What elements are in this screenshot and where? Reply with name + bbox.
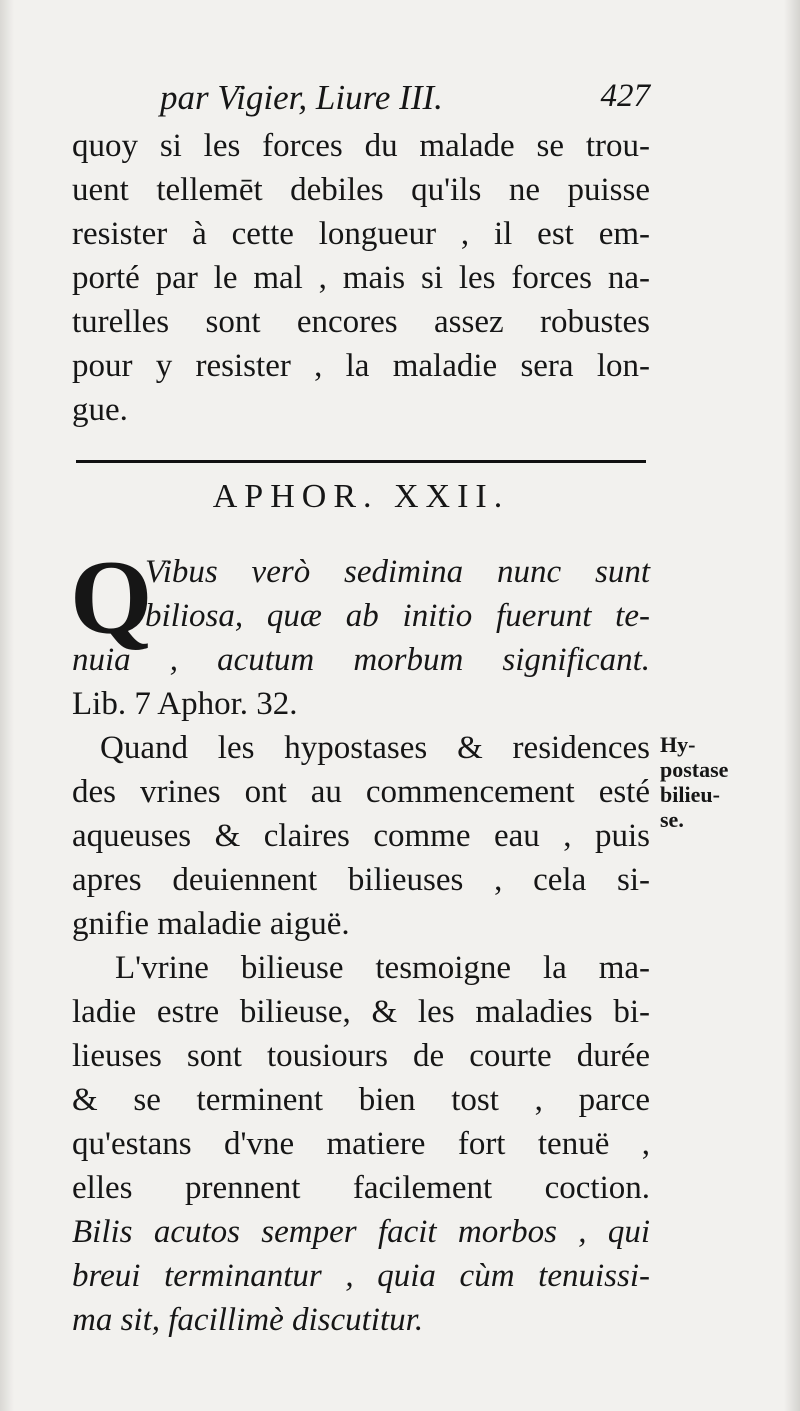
section-rule bbox=[76, 460, 646, 463]
text-line: turelles sont encores assez robustes bbox=[72, 304, 650, 340]
text-line: apres deuiennent bilieuses , cela si- bbox=[72, 862, 650, 898]
text-line: lieuses sont tousiours de courte durée bbox=[72, 1038, 650, 1074]
page-edge-left bbox=[0, 0, 14, 1411]
text-line: elles prennent facilement coction. bbox=[72, 1170, 650, 1206]
text-line: qu'estans d'vne matiere fort tenuë , bbox=[72, 1126, 650, 1162]
aphorism-heading: APHOR. XXII. bbox=[212, 478, 510, 515]
margin-note-line: Hy- bbox=[660, 732, 696, 757]
text-line: quoy si les forces du malade se trou- bbox=[72, 128, 650, 164]
aphorism-reference: Lib. 7 Aphor. 32. bbox=[72, 686, 298, 722]
text-line: resister à cette longueur , il est em- bbox=[72, 216, 650, 252]
margin-note-line: postase bbox=[660, 757, 729, 782]
page-edge-right bbox=[784, 0, 800, 1411]
text-line: gnifie maladie aiguë. bbox=[72, 906, 350, 942]
text-line: Quand les hypostases & residences bbox=[100, 730, 650, 766]
drop-cap: Q bbox=[70, 539, 153, 656]
text-line: & se terminent bien tost , parce bbox=[72, 1082, 650, 1118]
margin-note-line: bilieu- bbox=[660, 782, 720, 807]
text-line: ladie estre bilieuse, & les maladies bi- bbox=[72, 994, 650, 1030]
text-line: porté par le mal , mais si les forces na- bbox=[72, 260, 650, 296]
latin-line: nuia , acutum morbum significant. bbox=[72, 642, 650, 678]
latin-line: biliosa, quæ ab initio fuerunt te- bbox=[145, 598, 650, 634]
running-head bbox=[160, 78, 650, 122]
text-line: uent tellemēt debiles qu'ils ne puisse bbox=[72, 172, 650, 208]
latin-line: Bilis acutos semper facit morbos , qui bbox=[72, 1214, 650, 1250]
text-line: gue. bbox=[72, 392, 128, 428]
text-line: aqueuses & claires comme eau , puis bbox=[72, 818, 650, 854]
running-title: par Vigier, Liure III. bbox=[160, 78, 443, 117]
latin-line: ma sit, facillimè discutitur. bbox=[72, 1302, 424, 1338]
latin-line: breui terminantur , quia cùm tenuissi- bbox=[72, 1258, 650, 1294]
text-line: L'vrine bilieuse tesmoigne la ma- bbox=[115, 950, 650, 986]
text-line: des vrines ont au commencement esté bbox=[72, 774, 650, 810]
text-line: pour y resister , la maladie sera lon- bbox=[72, 348, 650, 384]
margin-note bbox=[660, 732, 750, 832]
page-number: 427 bbox=[600, 78, 650, 114]
margin-note-line: se. bbox=[660, 807, 684, 832]
latin-line: Vibus verò sedimina nunc sunt bbox=[145, 554, 650, 590]
